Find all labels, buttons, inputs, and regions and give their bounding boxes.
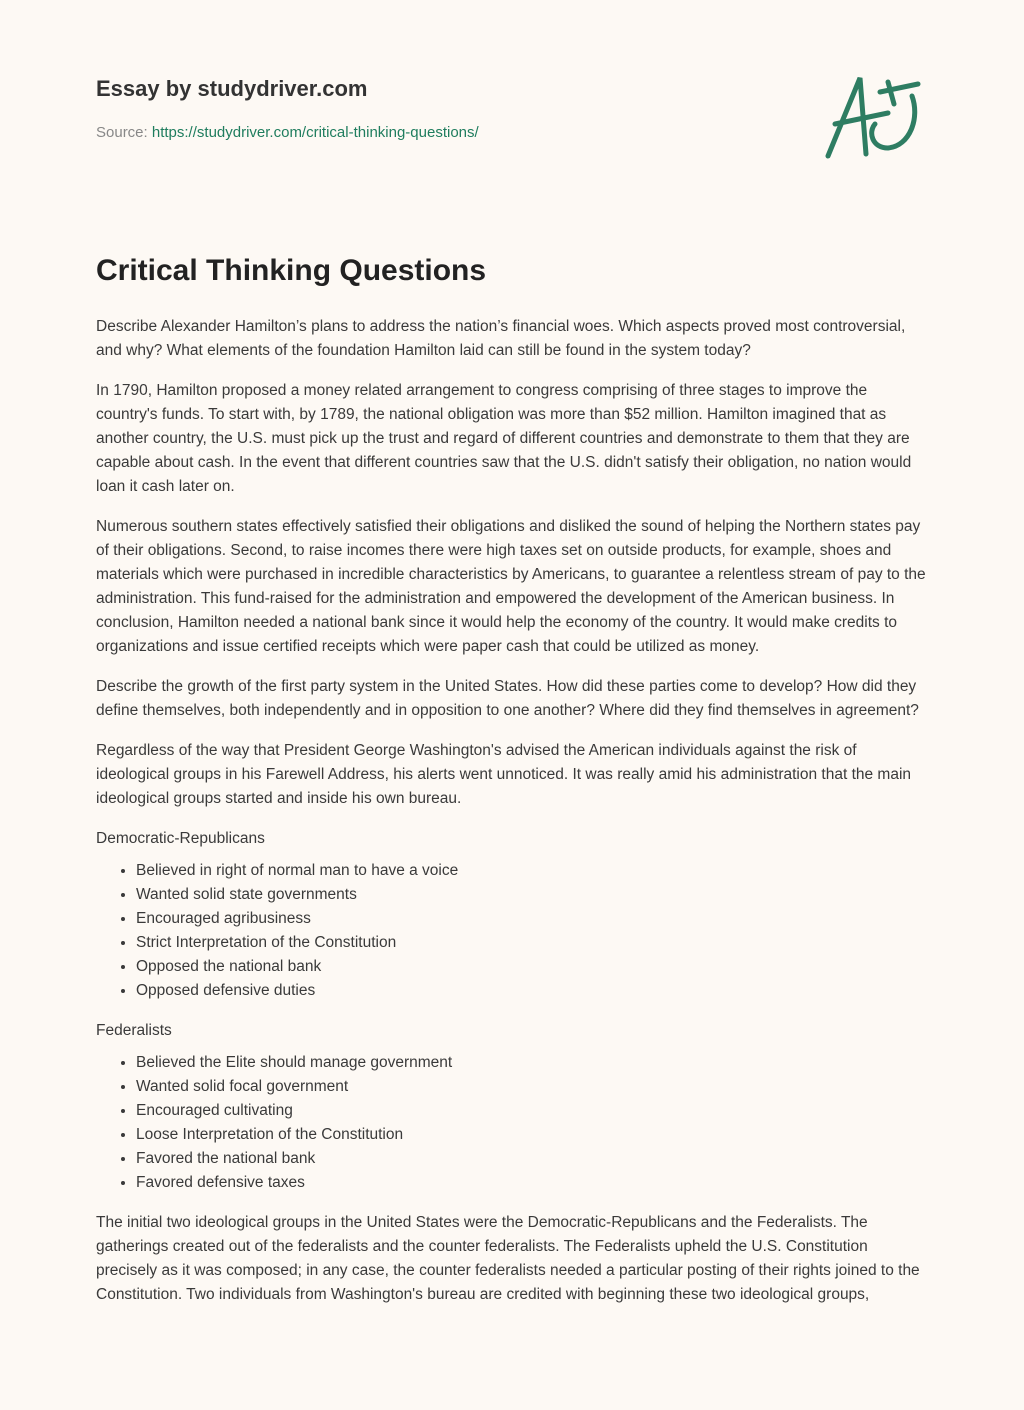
- paragraph: The initial two ideological groups in the United States were the Democratic-Republicans and the Federalists. The gatherings created out of the federalists and the counter federalists. The Federalists upheld the U.S. Constitution precisely as it was composed; in any case, the counter federalists needed a particular posting of their rights joined to the Constitution. Two individuals from Washington's bureau are credited with beginning these two ideological groups,: [96, 1214, 920, 1303]
- list-item: • Encouraged cultivating: [136, 1099, 930, 1123]
- paragraph: Describe the growth of the first party system in the United States. How did these parties come to develop? How did they define themselves, both independently and in opposition to one another? Where did they find themselves in agreement?: [96, 678, 919, 719]
- source-link[interactable]: https://studydriver.com/critical-thinking-questions/: [151, 124, 479, 141]
- source-line: [96, 124, 479, 141]
- paragraph: In 1790, Hamilton proposed a money related arrangement to congress comprising of three stages to improve the country's funds. To start with, by 1789, the national obligation was more than $52 million. Hamilton imagined that as another country, the U.S. must pick up the trust and regard of different countries and demonstrate to them that they are capable about cash. In the event that different countries saw that the U.S. didn't satisfy their obligation, no nation would loan it cash later on.: [96, 382, 912, 495]
- list-item: • Favored the national bank: [136, 1147, 930, 1171]
- page-title: Critical Thinking Questions: [96, 254, 487, 287]
- paragraph: Regardless of the way that President George Washington's advised the American individuals against the risk of ideological groups in his Farewell Address, his alerts went unnoticed. It was really amid his administration that the main ideological groups started and inside his own bureau.: [96, 742, 912, 807]
- a-plus-logo: [820, 66, 930, 166]
- list-label-democratic-republicans: Democratic-Republicans: [96, 830, 265, 847]
- list-item: • Believed the Elite should manage government: [136, 1051, 930, 1075]
- list-item: • Opposed the national bank: [136, 955, 930, 979]
- list-item: • Wanted solid state governments: [136, 883, 930, 907]
- list-item: • Strict Interpretation of the Constitution: [136, 931, 930, 955]
- list-item: • Believed in right of normal man to have a voice: [136, 859, 930, 883]
- list-item: • Opposed defensive duties: [136, 979, 930, 1003]
- list-item: • Encouraged agribusiness: [136, 907, 930, 931]
- paragraph: Numerous southern states effectively satisfied their obligations and disliked the sound of helping the Northern states pay of their obligations. Second, to raise incomes there were high taxes set on outside products, for example, shoes and materials which were purchased in incredible characteristics by Americans, to guarantee a relentless stream of pay to the administration. This fund-raised for the administration and empowered the development of the American business. In conclusion, Hamilton needed a national bank since it would help the economy of the country. It would make credits to organizations and issue certified receipts which were paper cash that could be utilized as money.: [96, 518, 926, 655]
- paragraph: Describe Alexander Hamilton’s plans to address the nation’s financial woes. Which aspects proved most controversial, and why? What elements of the foundation Hamilton laid can still be found in the system today?: [96, 318, 906, 359]
- source-label: Source:: [96, 124, 148, 141]
- democratic-republicans-list: [96, 859, 930, 1003]
- list-item: • Loose Interpretation of the Constitution: [136, 1123, 930, 1147]
- list-item: • Favored defensive taxes: [136, 1171, 930, 1195]
- list-item: • Wanted solid focal government: [136, 1075, 930, 1099]
- site-brand: Essay by studydriver.com: [96, 76, 368, 101]
- essay-body: [96, 315, 930, 1323]
- list-label-federalists: Federalists: [96, 1022, 172, 1039]
- federalists-list: [96, 1051, 930, 1195]
